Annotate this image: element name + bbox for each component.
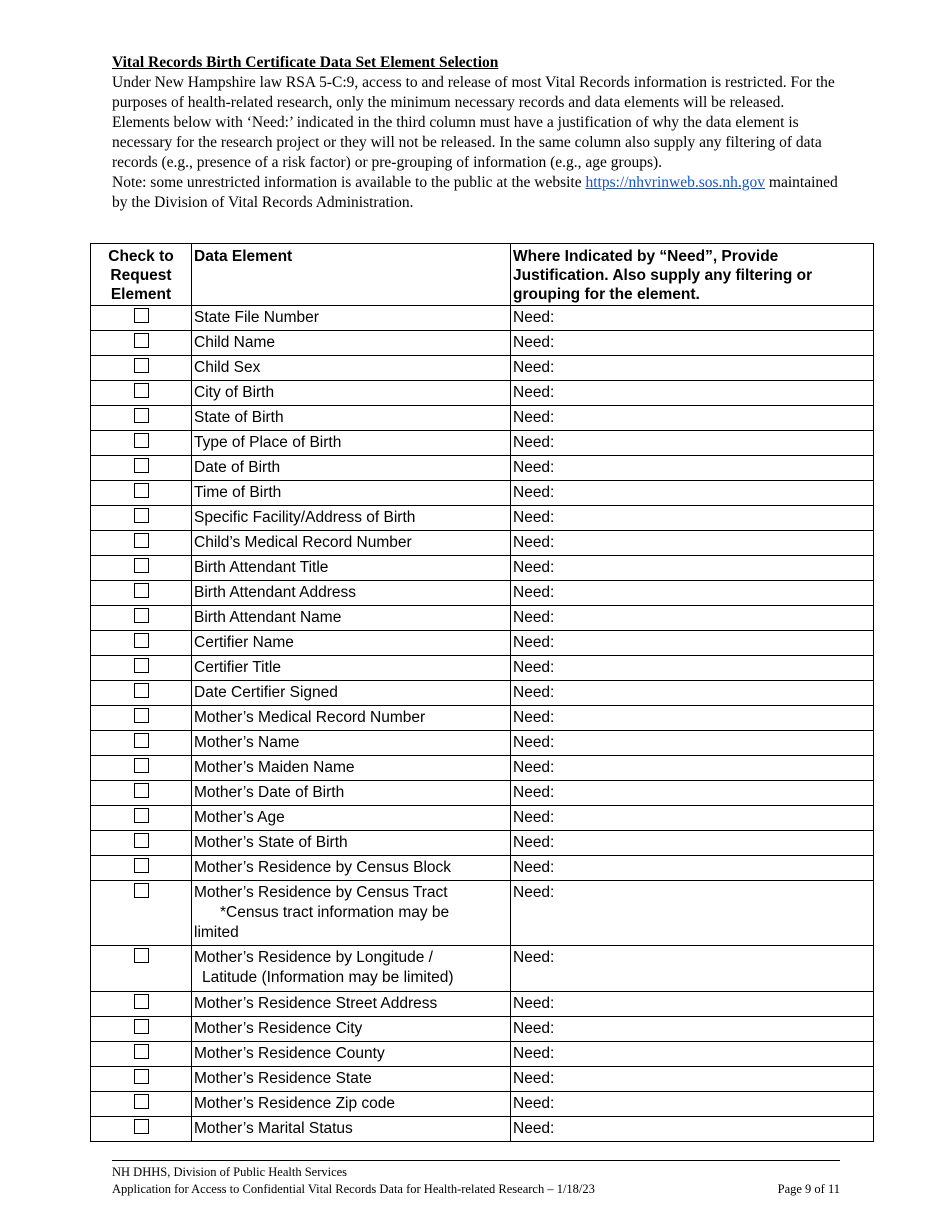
data-element-label: Type of Place of Birth xyxy=(194,434,342,451)
need-label: Need: xyxy=(513,1120,555,1137)
request-element-checkbox[interactable] xyxy=(134,1119,149,1134)
justification-cell[interactable] xyxy=(511,381,874,406)
data-element-cell xyxy=(192,381,511,406)
check-cell xyxy=(91,856,192,881)
request-element-checkbox[interactable] xyxy=(134,408,149,423)
page-footer xyxy=(112,1160,840,1198)
data-element-cell xyxy=(192,831,511,856)
table-row xyxy=(91,506,874,531)
table-row xyxy=(91,606,874,631)
intro-paragraph: Under New Hampshire law RSA 5-C:9, access to and release of most Vital Records information is restricted. For the purposes of health-related research, only the minimum necessary records and data elements will be released. Elements below with ‘Need:’ indicated in the third column must have a justification of why the data element is necessary for the research project or they will not be released. In the same column also supply any filtering of data records (e.g., presence of a risk factor) or pre-grouping of information (e.g., age groups). xyxy=(112,74,835,171)
justification-cell[interactable] xyxy=(511,406,874,431)
justification-cell[interactable] xyxy=(511,1042,874,1067)
check-cell xyxy=(91,1092,192,1117)
request-element-checkbox[interactable] xyxy=(134,783,149,798)
justification-cell[interactable] xyxy=(511,856,874,881)
data-element-label: Mother’s Date of Birth xyxy=(194,784,345,801)
need-label: Need: xyxy=(513,634,555,651)
note-paragraph xyxy=(112,173,842,213)
data-element-label: Specific Facility/Address of Birth xyxy=(194,509,416,526)
need-label: Need: xyxy=(513,659,555,676)
table-row xyxy=(91,1042,874,1067)
table-row xyxy=(91,946,874,992)
need-label: Need: xyxy=(513,509,555,526)
table-row xyxy=(91,556,874,581)
request-element-checkbox[interactable] xyxy=(134,583,149,598)
data-element-cell xyxy=(192,806,511,831)
table-row xyxy=(91,731,874,756)
data-element-label: Mother’s Residence by Census Block xyxy=(194,859,452,876)
table-row xyxy=(91,756,874,781)
need-label: Need: xyxy=(513,809,555,826)
data-element-label: State File Number xyxy=(194,309,319,326)
check-cell xyxy=(91,681,192,706)
data-element-table xyxy=(90,243,874,1142)
request-element-checkbox[interactable] xyxy=(134,858,149,873)
data-element-label: Mother’s Medical Record Number xyxy=(194,709,426,726)
need-label: Need: xyxy=(513,1070,555,1087)
request-element-checkbox[interactable] xyxy=(134,1069,149,1084)
table-row xyxy=(91,806,874,831)
request-element-checkbox[interactable] xyxy=(134,383,149,398)
justification-cell[interactable] xyxy=(511,431,874,456)
data-element-cell xyxy=(192,306,511,331)
request-element-checkbox[interactable] xyxy=(134,808,149,823)
need-label: Need: xyxy=(513,1045,555,1062)
data-element-cell xyxy=(192,756,511,781)
need-label: Need: xyxy=(513,949,555,966)
check-cell xyxy=(91,831,192,856)
check-cell xyxy=(91,331,192,356)
table-row xyxy=(91,1117,874,1142)
request-element-checkbox[interactable] xyxy=(134,1019,149,1034)
need-label: Need: xyxy=(513,995,555,1012)
request-element-checkbox[interactable] xyxy=(134,533,149,548)
data-element-cell xyxy=(192,506,511,531)
check-cell xyxy=(91,356,192,381)
data-element-cell xyxy=(192,581,511,606)
request-element-checkbox[interactable] xyxy=(134,508,149,523)
table-row xyxy=(91,456,874,481)
request-element-checkbox[interactable] xyxy=(134,1094,149,1109)
data-element-label: City of Birth xyxy=(194,384,275,401)
data-element-note: *Census tract information may be xyxy=(220,904,450,921)
check-cell xyxy=(91,1117,192,1142)
table-row xyxy=(91,1017,874,1042)
check-cell xyxy=(91,581,192,606)
justification-cell[interactable] xyxy=(511,1117,874,1142)
data-element-cell xyxy=(192,681,511,706)
table-row xyxy=(91,681,874,706)
data-element-label: Mother’s Residence Zip code xyxy=(194,1095,396,1112)
request-element-checkbox[interactable] xyxy=(134,833,149,848)
header-check: Check to Request Element xyxy=(91,244,192,306)
section-title: Vital Records Birth Certificate Data Set Element Selection xyxy=(112,54,499,71)
check-cell xyxy=(91,381,192,406)
data-element-label: Mother’s Residence Street Address xyxy=(194,995,438,1012)
need-label: Need: xyxy=(513,709,555,726)
check-cell xyxy=(91,731,192,756)
data-element-cell xyxy=(192,992,511,1017)
justification-cell[interactable] xyxy=(511,881,874,946)
data-element-cell xyxy=(192,781,511,806)
data-element-cell xyxy=(192,631,511,656)
justification-cell[interactable] xyxy=(511,992,874,1017)
table-body xyxy=(91,306,874,1142)
data-element-label: Birth Attendant Name xyxy=(194,609,342,626)
check-cell xyxy=(91,781,192,806)
justification-cell[interactable] xyxy=(511,481,874,506)
data-element-label: State of Birth xyxy=(194,409,284,426)
request-element-checkbox[interactable] xyxy=(134,558,149,573)
data-element-label: Birth Attendant Address xyxy=(194,584,356,601)
table-row xyxy=(91,706,874,731)
check-cell xyxy=(91,556,192,581)
request-element-checkbox[interactable] xyxy=(134,608,149,623)
data-element-cell xyxy=(192,731,511,756)
data-element-note: Latitude (Information may be limited) xyxy=(202,969,454,986)
check-cell xyxy=(91,481,192,506)
need-label: Need: xyxy=(513,409,555,426)
data-element-label: Child’s Medical Record Number xyxy=(194,534,412,551)
check-cell xyxy=(91,756,192,781)
page-number: Page 9 of 11 xyxy=(777,1182,840,1196)
data-element-cell xyxy=(192,946,511,992)
header-data-element: Data Element xyxy=(192,244,511,306)
need-label: Need: xyxy=(513,609,555,626)
need-label: Need: xyxy=(513,834,555,851)
data-element-label: Birth Attendant Title xyxy=(194,559,329,576)
request-element-checkbox[interactable] xyxy=(134,308,149,323)
need-label: Need: xyxy=(513,459,555,476)
justification-cell[interactable] xyxy=(511,781,874,806)
data-element-cell xyxy=(192,556,511,581)
table-row xyxy=(91,356,874,381)
need-label: Need: xyxy=(513,434,555,451)
request-element-checkbox[interactable] xyxy=(134,994,149,1009)
check-cell xyxy=(91,806,192,831)
data-element-cell xyxy=(192,531,511,556)
justification-cell[interactable] xyxy=(511,331,874,356)
request-element-checkbox[interactable] xyxy=(134,633,149,648)
note-suffix: maintained by the Division of Vital Records Administration. xyxy=(112,174,838,211)
request-element-checkbox[interactable] xyxy=(134,758,149,773)
data-element-label: Time of Birth xyxy=(194,484,282,501)
check-cell xyxy=(91,1067,192,1092)
request-element-checkbox[interactable] xyxy=(134,333,149,348)
request-element-checkbox[interactable] xyxy=(134,1044,149,1059)
data-element-cell xyxy=(192,1042,511,1067)
check-cell xyxy=(91,531,192,556)
need-label: Need: xyxy=(513,484,555,501)
need-label: Need: xyxy=(513,309,555,326)
check-cell xyxy=(91,656,192,681)
data-element-cell xyxy=(192,481,511,506)
data-element-label: Certifier Name xyxy=(194,634,294,651)
data-element-label: Mother’s Marital Status xyxy=(194,1120,353,1137)
data-element-label: Mother’s State of Birth xyxy=(194,834,348,851)
justification-cell[interactable] xyxy=(511,756,874,781)
data-element-cell xyxy=(192,331,511,356)
data-element-label: Mother’s Residence City xyxy=(194,1020,363,1037)
check-cell xyxy=(91,1017,192,1042)
table-row xyxy=(91,1067,874,1092)
request-element-checkbox[interactable] xyxy=(134,683,149,698)
data-element-label: Mother’s Maiden Name xyxy=(194,759,355,776)
check-cell xyxy=(91,406,192,431)
footer-doc-title: Application for Access to Confidential Vital Records Data for Health-related Research – 1/18/23 xyxy=(112,1182,595,1196)
justification-cell[interactable] xyxy=(511,681,874,706)
need-label: Need: xyxy=(513,584,555,601)
data-element-cell xyxy=(192,856,511,881)
request-element-checkbox[interactable] xyxy=(134,948,149,963)
check-cell xyxy=(91,306,192,331)
justification-cell[interactable] xyxy=(511,1017,874,1042)
need-label: Need: xyxy=(513,359,555,376)
data-element-cell xyxy=(192,1092,511,1117)
data-element-cell xyxy=(192,406,511,431)
justification-cell[interactable] xyxy=(511,806,874,831)
check-cell xyxy=(91,456,192,481)
data-element-label: Child Name xyxy=(194,334,275,351)
check-cell xyxy=(91,706,192,731)
data-element-cell xyxy=(192,456,511,481)
justification-cell[interactable] xyxy=(511,1092,874,1117)
justification-cell[interactable] xyxy=(511,506,874,531)
justification-cell[interactable] xyxy=(511,706,874,731)
request-element-checkbox[interactable] xyxy=(134,733,149,748)
data-element-cell xyxy=(192,1067,511,1092)
table-row xyxy=(91,331,874,356)
table-row xyxy=(91,856,874,881)
justification-cell[interactable] xyxy=(511,731,874,756)
data-element-cell xyxy=(192,1117,511,1142)
justification-cell[interactable] xyxy=(511,1067,874,1092)
request-element-checkbox[interactable] xyxy=(134,358,149,373)
need-label: Need: xyxy=(513,759,555,776)
check-cell xyxy=(91,606,192,631)
data-element-cell xyxy=(192,1017,511,1042)
request-element-checkbox[interactable] xyxy=(134,458,149,473)
table-row xyxy=(91,831,874,856)
request-element-checkbox[interactable] xyxy=(134,483,149,498)
check-cell xyxy=(91,946,192,992)
public-website-link[interactable]: https://nhvrinweb.sos.nh.gov xyxy=(585,174,766,191)
table-row xyxy=(91,992,874,1017)
need-label: Need: xyxy=(513,884,555,901)
data-element-label: Child Sex xyxy=(194,359,261,376)
check-cell xyxy=(91,881,192,946)
check-cell xyxy=(91,631,192,656)
data-element-label: Certifier Title xyxy=(194,659,281,676)
table-header-row xyxy=(91,244,874,306)
need-label: Need: xyxy=(513,684,555,701)
footer-org: NH DHHS, Division of Public Health Services xyxy=(112,1165,348,1179)
need-label: Need: xyxy=(513,784,555,801)
data-element-label: Mother’s Age xyxy=(194,809,285,826)
table-row xyxy=(91,431,874,456)
data-element-cell xyxy=(192,656,511,681)
justification-cell[interactable] xyxy=(511,456,874,481)
request-element-checkbox[interactable] xyxy=(134,658,149,673)
justification-cell[interactable] xyxy=(511,306,874,331)
need-label: Need: xyxy=(513,734,555,751)
table-row xyxy=(91,381,874,406)
justification-cell[interactable] xyxy=(511,531,874,556)
data-element-label: Mother’s Name xyxy=(194,734,300,751)
data-element-cell xyxy=(192,606,511,631)
data-element-cell xyxy=(192,431,511,456)
justification-cell[interactable] xyxy=(511,656,874,681)
check-cell xyxy=(91,431,192,456)
table-row xyxy=(91,406,874,431)
justification-cell[interactable] xyxy=(511,556,874,581)
data-element-label: Date Certifier Signed xyxy=(194,684,338,701)
check-cell xyxy=(91,506,192,531)
table-row xyxy=(91,781,874,806)
data-element-label: Date of Birth xyxy=(194,459,281,476)
data-element-cell xyxy=(192,706,511,731)
header-justification: Where Indicated by “Need”, Provide Justification. Also supply any filtering or grouping for the element. xyxy=(511,244,874,306)
justification-cell[interactable] xyxy=(511,606,874,631)
table-row xyxy=(91,881,874,946)
table-row xyxy=(91,656,874,681)
request-element-checkbox[interactable] xyxy=(134,433,149,448)
justification-cell[interactable] xyxy=(511,581,874,606)
table-row xyxy=(91,631,874,656)
table-row xyxy=(91,1092,874,1117)
data-element-cell xyxy=(192,356,511,381)
table-row xyxy=(91,306,874,331)
data-element-label: Mother’s Residence by Census Tract xyxy=(194,884,448,901)
check-cell xyxy=(91,1042,192,1067)
data-element-note-continued: limited xyxy=(194,924,239,941)
data-element-cell xyxy=(192,881,511,946)
intro-section xyxy=(112,53,842,213)
data-element-label: Mother’s Residence State xyxy=(194,1070,372,1087)
data-element-label: Mother’s Residence County xyxy=(194,1045,385,1062)
need-label: Need: xyxy=(513,384,555,401)
data-element-label: Mother’s Residence by Longitude / xyxy=(194,949,433,966)
need-label: Need: xyxy=(513,559,555,576)
justification-cell[interactable] xyxy=(511,631,874,656)
request-element-checkbox[interactable] xyxy=(134,708,149,723)
table-row xyxy=(91,531,874,556)
table-row xyxy=(91,481,874,506)
need-label: Need: xyxy=(513,1020,555,1037)
need-label: Need: xyxy=(513,334,555,351)
need-label: Need: xyxy=(513,534,555,551)
need-label: Need: xyxy=(513,1095,555,1112)
table-row xyxy=(91,581,874,606)
request-element-checkbox[interactable] xyxy=(134,883,149,898)
justification-cell[interactable] xyxy=(511,946,874,992)
justification-cell[interactable] xyxy=(511,831,874,856)
check-cell xyxy=(91,992,192,1017)
note-prefix: Note: some unrestricted information is available to the public at the website xyxy=(112,174,586,191)
justification-cell[interactable] xyxy=(511,356,874,381)
need-label: Need: xyxy=(513,859,555,876)
